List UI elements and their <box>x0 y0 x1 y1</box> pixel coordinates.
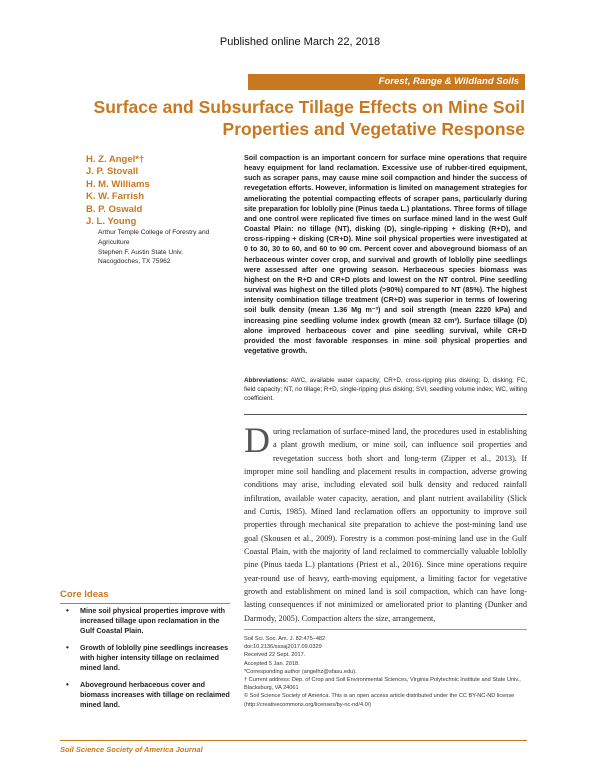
author-name: J. P. Stovall <box>86 166 139 178</box>
article-metadata <box>244 635 527 709</box>
body-paragraph: uring reclamation of surface-mined land, the procedures used in establishing a plant growth medium, or mine soil, can influence soil properties and revegetation success both short and long-term (Zipper et al., 2013). If improper mine soil handling and placement results in compaction, adverse growing conditions may arise, including elevated soil bulk density and reduced rainfall infiltration, available water capacity, aeration, and plant nutrient availability (Slick and Curtis, 1985). Mined land reclamation offers an opportunity to improve soil properties through mechanical site preparation to achieve the post-mining land use goal (Skousen et al., 2009). Forestry is a common post-mining land use in the Gulf Coastal Plain, with the majority of land reclaimed to commercially valuable loblolly pine (Pinus taeda L.) plantations (Priest et al., 2016). Since mine operations require year-round use of heavy, earth-moving equipment, a limiting factor for vegetative growth and establishment on mined land is soil compaction, which can have long-lasting consequences if not minimized or ameliorated prior to planting (Dunker and Darmody, 2005). Compaction alters the size, arrangement, <box>244 427 527 623</box>
accepted-date: Accepted 5 Jan. 2018. <box>244 660 300 667</box>
bullet-icon: • <box>66 643 69 652</box>
bullet-icon: • <box>66 606 69 615</box>
divider <box>60 740 527 741</box>
author-name: H. M. Williams <box>86 178 150 190</box>
abbreviations <box>244 376 527 404</box>
corresponding-author: *Corresponding author (angelhz@sfasu.edu). <box>244 668 357 675</box>
section-label: Forest, Range & Wildland Soils <box>248 74 525 90</box>
license: © Soil Science Society of America. This is an open access article distributed under the CC BY-NC-ND license (http://creativecommons.org/licenses/by-nc-nd/4.0/) <box>244 693 515 708</box>
author-list <box>86 154 236 267</box>
divider <box>244 629 527 630</box>
abbreviations-label: Abbreviations: <box>244 377 289 384</box>
article-title: Surface and Subsurface Tillage Effects on Mine Soil Properties and Vegetative Response <box>93 97 525 139</box>
received-date: Received 22 Sept. 2017. <box>244 652 306 659</box>
affiliation-line: Nacogdoches, TX 75962 <box>98 258 171 266</box>
core-idea-text: Mine soil physical properties improve with increased tillage upon reclamation in the Gulf Coastal Plain. <box>80 606 225 635</box>
body-text <box>244 420 527 625</box>
list-item <box>66 680 234 710</box>
affiliation-line: Stephen F. Austin State Univ. <box>98 248 183 256</box>
list-item <box>66 606 234 636</box>
divider <box>60 603 230 604</box>
doi: doi:10.2136/sssaj2017.09.0329 <box>244 644 322 651</box>
core-idea-text: Growth of loblolly pine seedlings increases with higher intensity tillage on reclaimed mined land. <box>80 643 229 672</box>
abstract: Soil compaction is an important concern for surface mine operations that require heavy equipment for land reclamation. Excessive use of rubber-tired equipment, such as scraper pans, may cause mine soil compaction and hinder the success of revegetation efforts. However, information is limited on management strategies for ameliorating the potential compacting effects of scraper pans, particularly during site preparation for loblolly pine (Pinus taeda L.) plantations. Three forms of tillage and one control were replicated five times on surface mined land in the west Gulf Coastal Plain: no tillage (NT), disking (D), single-ripping + disking (R+D), and cross-ripping + disking (CR+D). Mine soil physical properties were investigated at 0 to 30, 30 to 60, and 60 to 90 cm. Percent cover and aboveground biomass of an herbaceous winter cover crop, and survival and growth of loblolly pine seedlings were assessed after one growing season. Herbaceous species biomass was highest on the R+D and CR+D plots and lowest on the NT control. Pine seedling survival was highest on the tilled plots (>90%) compared to NT (85%). The highest intensity combination tillage treatment (CR+D) was superior in terms of lowering soil bulk density (mean 1.36 Mg m⁻³) and soil strength (mean 2220 kPa) and increasing pine seedling volume index growth (mean 32 cm³). Surface tillage (D) alone improved herbaceous cover and pine seedling survival, while CR+D provided the most favorable responses in mine soil physical properties and vegetative growth. <box>244 153 527 355</box>
author-name: B. P. Oswald <box>86 203 143 215</box>
core-ideas-title: Core Ideas <box>60 589 109 600</box>
author-name: K. W. Farrish <box>86 191 145 203</box>
citation: Soil Sci. Soc. Am. J. 82:475–482 <box>244 636 326 642</box>
core-ideas-list <box>66 606 234 717</box>
abbreviations-text: AWC, available water capacity; CR+D, cross-ripping plus disking; D, disking; FC, field capacity; NT, no tillage; R+D, single-ripping plus disking; SVI, seedling volume index; WC, wilting coefficient. <box>244 377 527 403</box>
author-name: J. L. Young <box>86 216 137 228</box>
current-address: † Current address: Dep. of Crop and Soil Environmental Sciences, Virginia Polytechnic Institute and State Univ., Blacksburg, VA 24061 <box>244 677 521 692</box>
divider <box>244 414 527 415</box>
affiliation-line: Arthur Temple College of Forestry and Agriculture <box>98 229 210 247</box>
bullet-icon: • <box>66 680 69 689</box>
journal-name: Soil Science Society of America Journal <box>60 745 203 754</box>
list-item <box>66 643 234 673</box>
published-date: Published online March 22, 2018 <box>219 36 381 48</box>
core-idea-text: Aboveground herbaceous cover and biomass increases with tillage on reclaimed mined land. <box>80 680 230 709</box>
author-name: H. Z. Angel*† <box>86 154 145 165</box>
drop-cap: D <box>244 420 270 460</box>
